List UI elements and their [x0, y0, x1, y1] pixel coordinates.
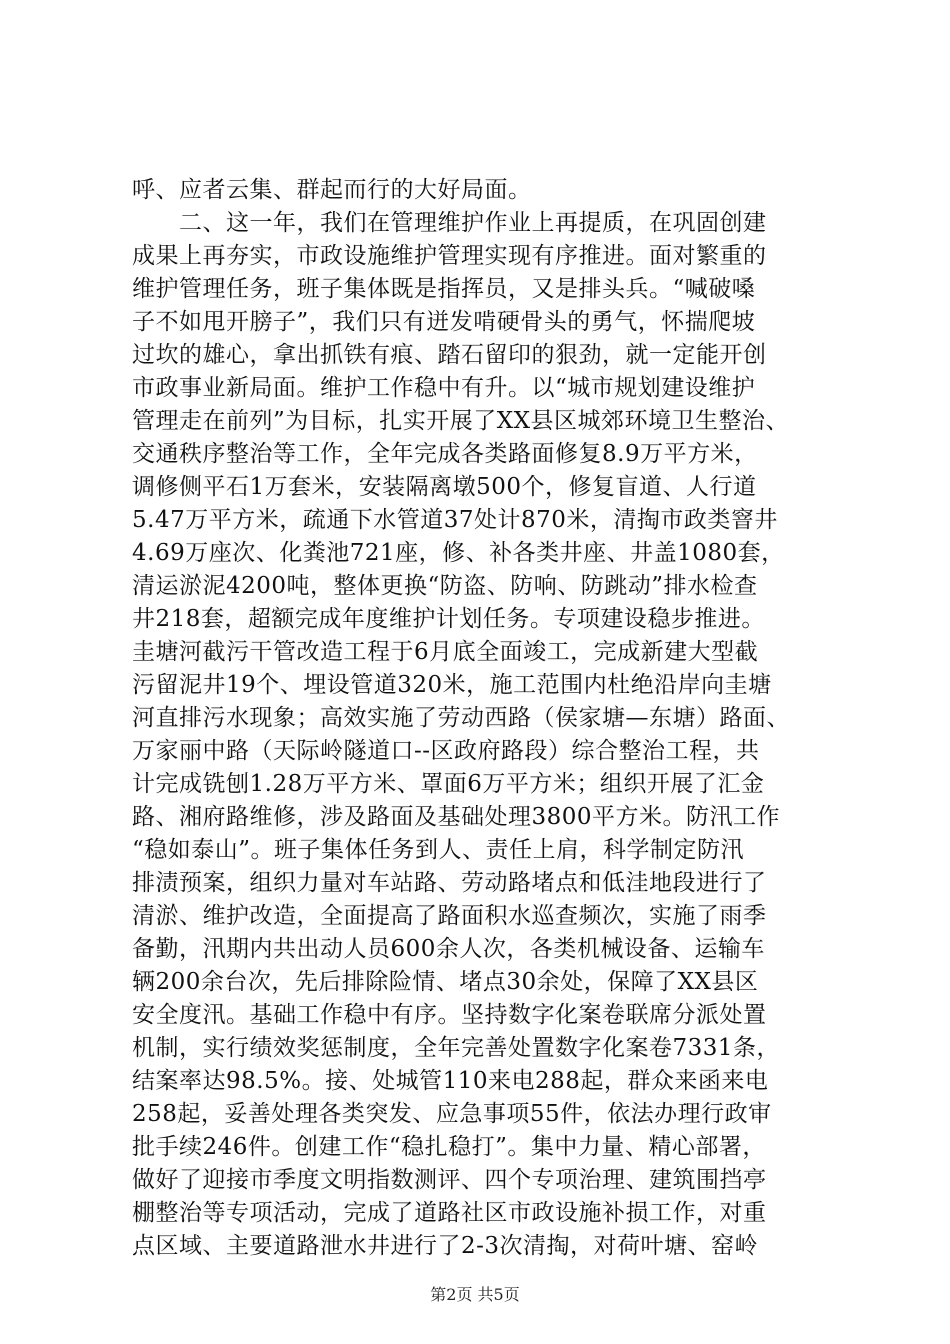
text-line: 二、这一年，我们在管理维护作业上再提质，在巩固创建 — [179, 210, 767, 236]
text-line: 污留泥井19个、埋设管道320米，施工范围内杜绝沿岸向圭塘 — [132, 672, 772, 698]
text-line: 调修侧平石1万套米，安装隔离墩500个，修复盲道、人行道 — [132, 474, 757, 500]
text-line: 4.69万座次、化粪池721座，修、补各类井座、井盖1080套， — [132, 540, 785, 566]
text-line: 路、湘府路维修，涉及路面及基础处理3800平方米。防汛工作 — [132, 804, 781, 830]
text-line: 辆200余台次，先后排除险情、堵点30余处，保障了XX县区 — [132, 969, 759, 995]
body-text — [132, 174, 852, 1263]
text-line: 批手续246件。创建工作“稳扎稳打”。集中力量、精心部署， — [132, 1134, 766, 1160]
text-line: 呼、应者云集、群起而行的大好局面。 — [132, 177, 532, 203]
text-line: 机制，实行绩效奖惩制度，全年完善处置数字化案卷7331条， — [132, 1035, 781, 1061]
text-line: 管理走在前列”为目标，扎实开展了XX县区城郊环境卫生整治、 — [132, 408, 790, 434]
text-line: 维护管理任务，班子集体既是指挥员，又是排头兵。“喊破嗓 — [132, 276, 756, 302]
text-line: 交通秩序整治等工作，全年完成各类路面修复8.9万平方米， — [132, 441, 758, 467]
text-line: 5.47万平方米，疏通下水管道37处计870米，清掏市政类窨井 — [132, 507, 778, 533]
text-line: 清运淤泥4200吨，整体更换“防盗、防响、防跳动”排水检查 — [132, 573, 758, 599]
text-line: 子不如甩开膀子”，我们只有迸发啃硬骨头的勇气，怀揣爬坡 — [132, 309, 756, 335]
text-line: 258起，妥善处理各类突发、应急事项55件，依法办理行政审 — [132, 1101, 772, 1127]
text-line: 井218套，超额完成年度维护计划任务。专项建设稳步推进。 — [132, 606, 765, 632]
text-line: 圭塘河截污干管改造工程于6月底全面竣工，完成新建大型截 — [132, 639, 759, 665]
text-line: 棚整治等专项活动，完成了道路社区市政设施补损工作，对重 — [132, 1200, 767, 1226]
text-line: 做好了迎接市季度文明指数测评、四个专项治理、建筑围挡亭 — [132, 1167, 767, 1193]
text-line: 河直排污水现象；高效实施了劳动西路（侯家塘—东塘）路面、 — [132, 705, 790, 731]
text-line: 过坎的雄心，拿出抓铁有痕、踏石留印的狠劲，就一定能开创 — [132, 342, 767, 368]
text-line: 点区域、主要道路泄水井进行了2-3次清掏，对荷叶塘、窑岭 — [132, 1233, 759, 1259]
text-line: 安全度汛。基础工作稳中有序。坚持数字化案卷联席分派处置 — [132, 1002, 767, 1028]
text-line: 清淤、维护改造，全面提高了路面积水巡查频次，实施了雨季 — [132, 903, 767, 929]
page-footer: 第2页 共5页 — [430, 1285, 520, 1304]
text-line: 万家丽中路（天际岭隧道口--区政府路段）综合整治工程，共 — [132, 738, 760, 764]
text-line: 成果上再夯实，市政设施维护管理实现有序推进。面对繁重的 — [132, 243, 767, 269]
text-line: 计完成铣刨1.28万平方米、罩面6万平方米；组织开展了汇金 — [132, 771, 765, 797]
text-line: 备勤，汛期内共出动人员600余人次，各类机械设备、运输车 — [132, 936, 765, 962]
text-line: “稳如泰山”。班子集体任务到人、责任上肩，科学制定防汛 — [132, 837, 745, 863]
text-line: 市政事业新局面。维护工作稳中有升。以“城市规划建设维护 — [132, 375, 756, 401]
text-line: 排渍预案，组织力量对车站路、劳动路堵点和低洼地段进行了 — [132, 870, 767, 896]
text-line: 结案率达98.5%。接、处城管110来电288起，群众来函来电 — [132, 1068, 769, 1094]
